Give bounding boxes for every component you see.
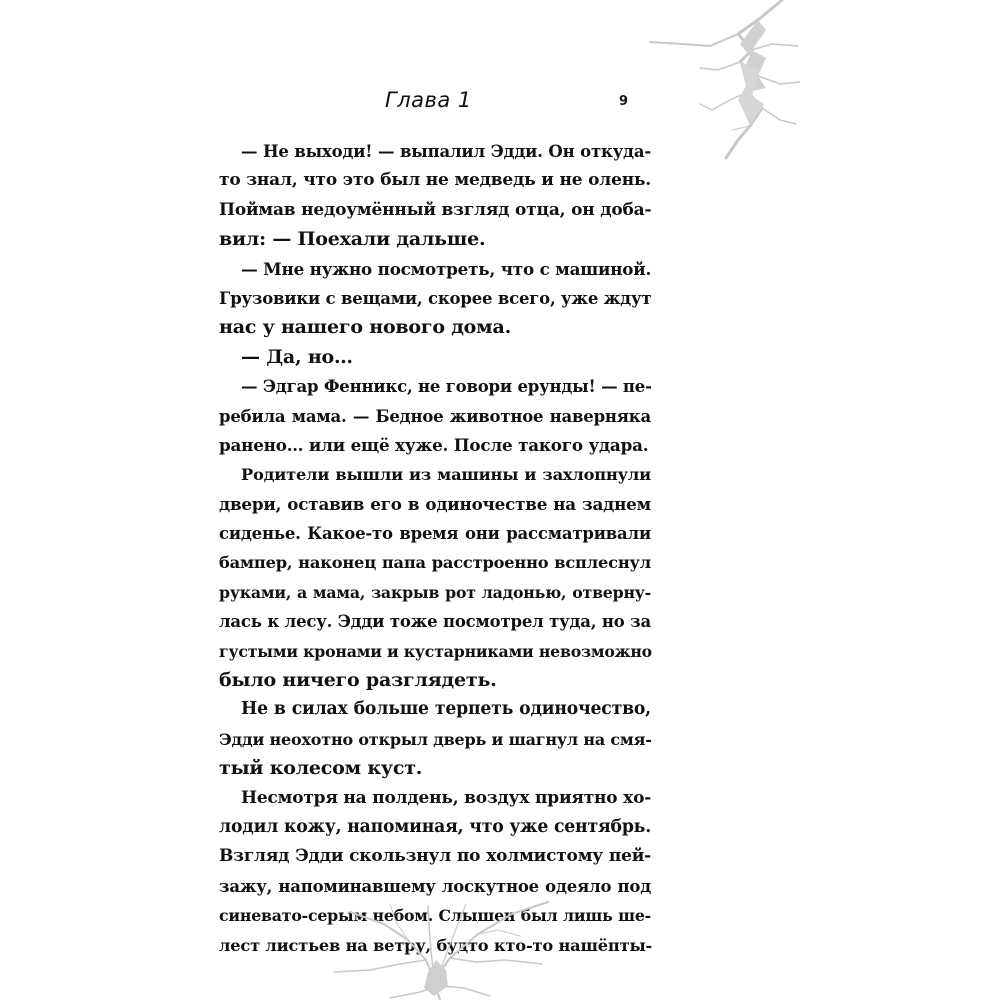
text-line: Грузовики с вещами, скорее всего, уже ждут xyxy=(219,288,652,308)
text-line: то знал, что это был не медведь и не олень. xyxy=(219,170,651,191)
running-header xyxy=(0,88,1000,118)
text-line: ранено… или ещё хуже. После такого удара. xyxy=(219,434,649,455)
text-line: Несмотря на полдень, воздух приятно хо- xyxy=(241,787,652,808)
text-line: тый колесом куст. xyxy=(219,757,423,780)
crack-top-icon xyxy=(640,0,800,170)
text-line: густыми кронами и кустарниками невозможно xyxy=(219,641,652,661)
text-line: сиденье. Какое-то время они рассматривали xyxy=(219,524,651,544)
page-number: 9 xyxy=(619,94,629,109)
text-line: двери, оставив его в одиночестве на заднем xyxy=(219,493,651,514)
text-line: нас у нашего нового дома. xyxy=(219,316,511,339)
text-line: Поймав недоумённый взгляд отца, он доба- xyxy=(219,199,652,220)
text-line: бампер, наконец папа расстроенно всплеснул xyxy=(219,553,651,573)
text-line: — Эдгар Фенникс, не говори ерунды! — пе- xyxy=(241,377,652,397)
text-line: Эдди неохотно открыл дверь и шагнул на смя- xyxy=(219,729,652,749)
text-line: ребила мама. — Бедное животное наверняка xyxy=(219,406,651,426)
chapter-title: Глава 1 xyxy=(385,88,472,112)
body-text xyxy=(219,137,651,960)
text-line: синевато-серым небом. Слышен был лишь ше- xyxy=(219,906,651,926)
text-line: — Да, но… xyxy=(241,345,353,368)
text-line: — Мне нужно посмотреть, что с машиной. xyxy=(241,258,652,279)
text-line: лест листьев на ветру, будто кто-то нашёпты- xyxy=(219,935,653,955)
text-line: вил: — Поехали дальше. xyxy=(219,228,486,251)
crack-bottom-icon xyxy=(330,900,560,1000)
text-line: лась к лесу. Эдди тоже посмотрел туда, но за xyxy=(219,612,651,632)
text-line: Взгляд Эдди скользнул по холмистому пей- xyxy=(219,846,651,867)
text-line: Родители вышли из машины и захлопнули xyxy=(241,465,651,485)
text-line: — Не выходи! — выпалил Эдди. Он откуда- xyxy=(241,142,651,161)
text-line: было ничего разглядеть. xyxy=(219,669,497,692)
text-line: Не в силах больше терпеть одиночество, xyxy=(241,699,651,720)
text-line: зажу, напоминавшему лоскутное одеяло под xyxy=(219,876,651,896)
text-line: руками, а мама, закрыв рот ладонью, отверну- xyxy=(219,582,651,602)
text-line: лодил кожу, напоминая, что уже сентябрь. xyxy=(219,816,651,837)
